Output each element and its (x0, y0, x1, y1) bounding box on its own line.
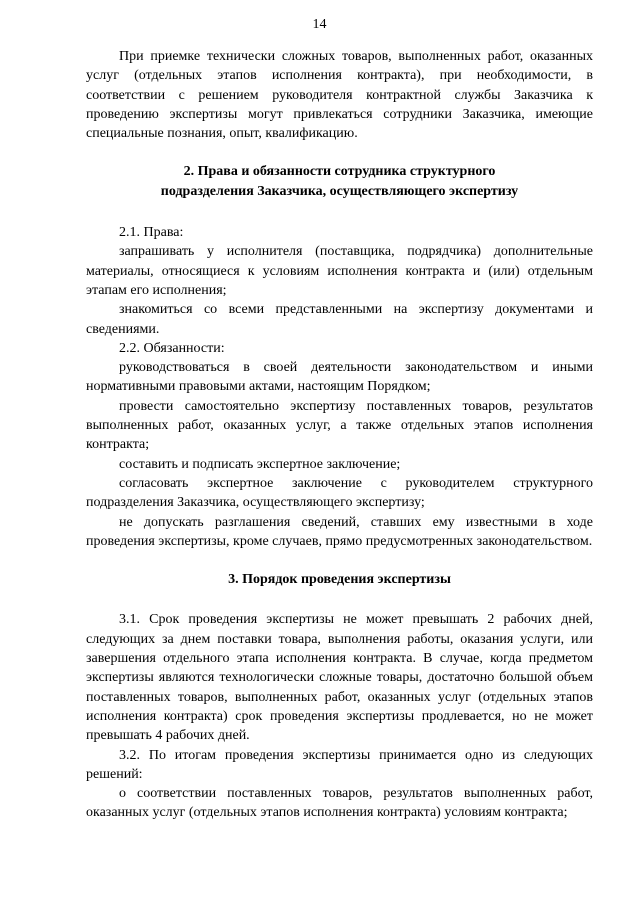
rights-item-request: запрашивать у исполнителя (поставщика, подрядчика) дополнительные материалы, относящиеся к условиям исполнения контракта и (или) отдельным этапам его исполнения; (86, 244, 593, 298)
section-2-heading-line-2: подразделения Заказчика, осуществляющего экспертизу (160, 183, 519, 199)
duties-item-sign: составить и подписать экспертное заключение; (119, 456, 401, 472)
page-number: 14 (312, 17, 327, 32)
duties-label: 2.2. Обязанности: (119, 340, 225, 356)
duties-item-follow-law: руководствоваться в своей деятельности законодательством и иными нормативными правовыми актами, настоящим Порядком; (86, 360, 593, 395)
duties-item-conduct: провести самостоятельно экспертизу поставленных товаров, результатов выполненных работ, оказанных услуг, а также отдельных этапов исполнения контракта; (86, 398, 593, 453)
intro-paragraph: При приемке технически сложных товаров, выполненных работ, оказанных услуг (отдельных этапов исполнения контракта), при необходимости, в соответствии с решением руководителя контрактной службы Заказчика к проведению экспертизы могут привлекаться сотрудники Заказчика, имеющие специальные познания, опыт, квалификацию. (86, 49, 593, 142)
rights-item-review: знакомиться со всеми представленными на экспертизу документами и сведениями. (86, 302, 593, 337)
duties-item-agree: согласовать экспертное заключение с руководителем структурного подразделения Заказчика, осуществляющего экспертизу; (86, 475, 593, 511)
section-2-heading-line-1: 2. Права и обязанности сотрудника структурного (183, 164, 496, 180)
decision-compliance: о соответствии поставленных товаров, результатов выполненных работ, оказанных услуг (отдельных этапов исполнения контракта) условиям контракта; (86, 786, 593, 821)
duties-item-confidentiality: не допускать разглашения сведений, ставших ему известными в ходе проведения экспертизы, кроме случаев, прямо предусмотренных законодательством. (86, 514, 593, 549)
section-3-heading: 3. Порядок проведения экспертизы (228, 572, 451, 588)
clause-3-1: 3.1. Срок проведения экспертизы не может превышать 2 рабочих дней, следующих за днем поставки товара, выполнения работы, оказания услуги, или завершения отдельного этапа исполнения контракта. В случае, когда предметом экспертизы являются технологически сложные товары, достаточно большой объем поставленных товаров, выполненных работ, оказанных услуг (отдельных этапов исполнения контракта) срок проведения экспертизы продлевается, но не может превышать 4 рабочих дней. (86, 612, 593, 744)
clause-3-2: 3.2. По итогам проведения экспертизы принимается одно из следующих решений: (86, 747, 593, 782)
rights-label: 2.1. Права: (119, 225, 184, 241)
section-2-heading (86, 162, 593, 201)
document-body (86, 47, 593, 823)
